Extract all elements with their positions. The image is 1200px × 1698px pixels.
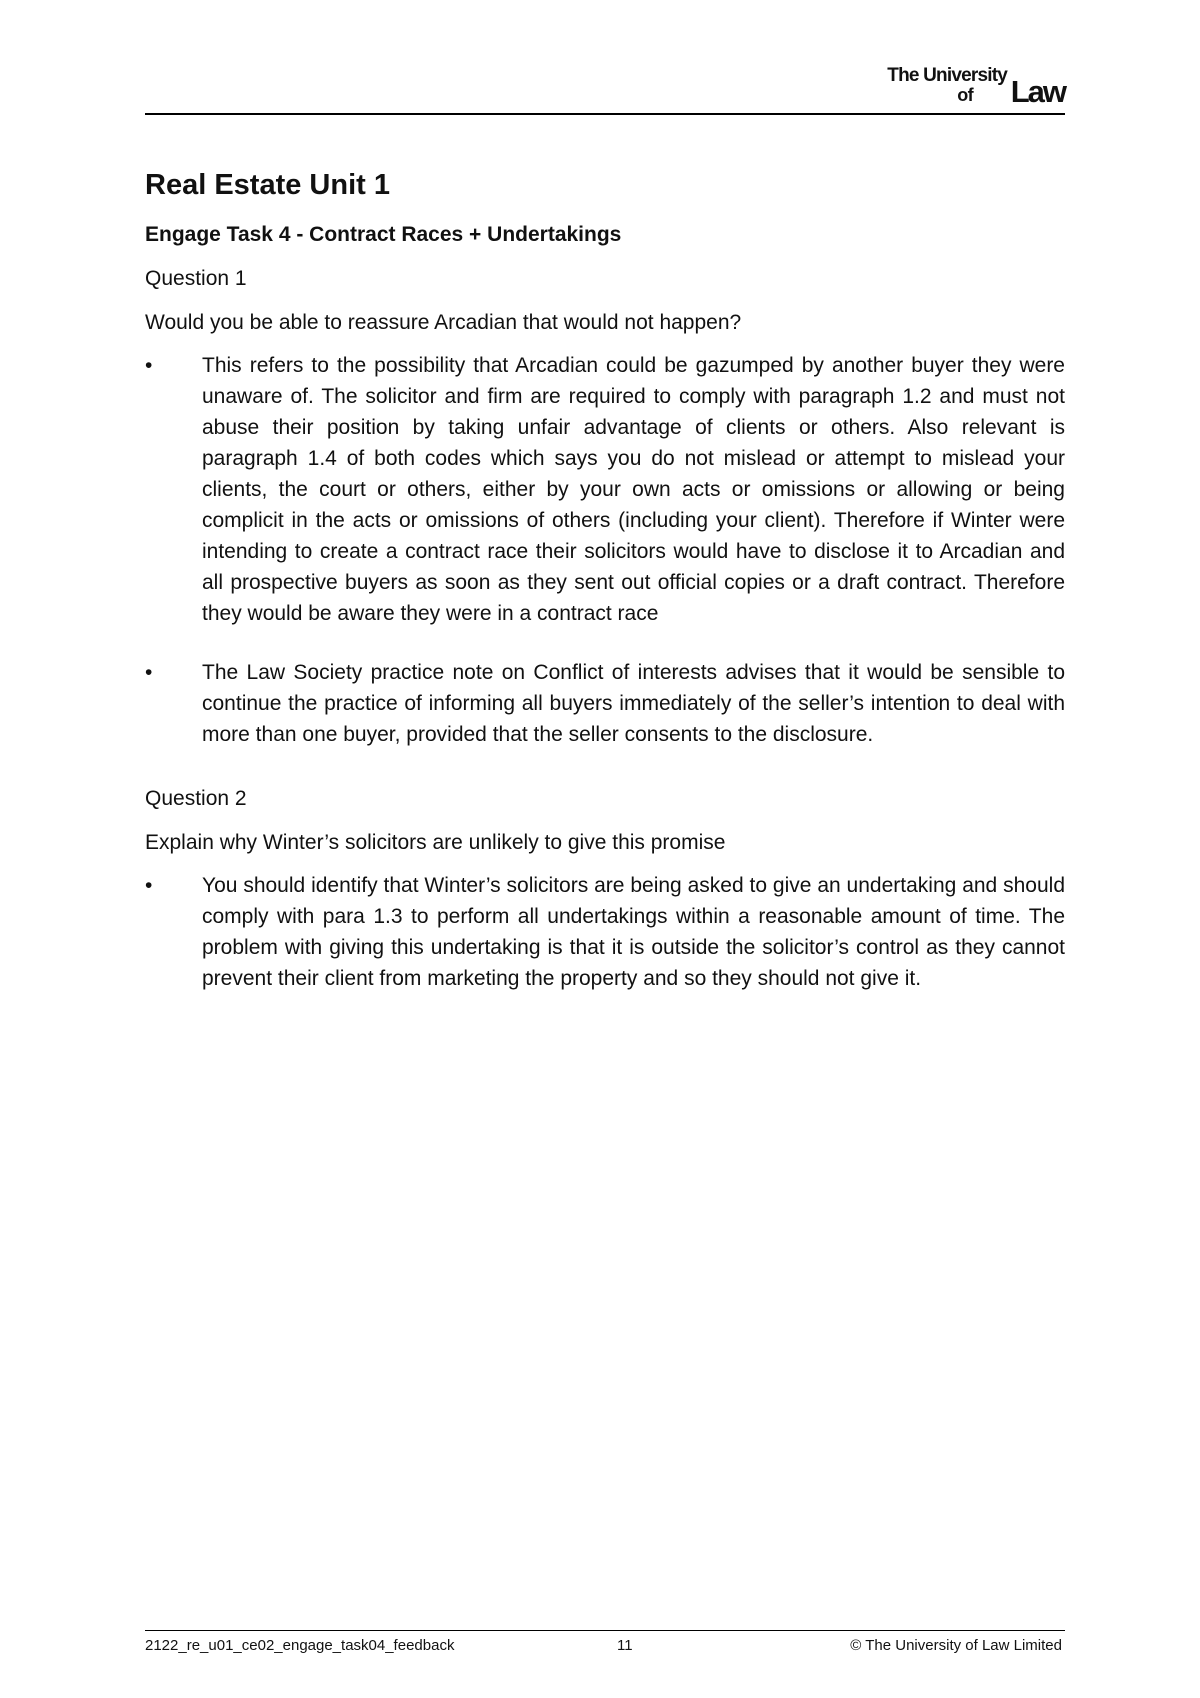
question-1-label: Question 1 [145, 267, 247, 290]
question-2-label: Question 2 [145, 787, 247, 810]
document-subtitle: Engage Task 4 - Contract Races + Undertakings [145, 223, 622, 246]
question-2-answer-list [145, 870, 1065, 994]
bullet-icon: • [145, 874, 153, 897]
answer-text: The Law Society practice note on Conflict of interests advises that it would be sensible to continue the practice of informing all buyers immediately of the seller’s intention to deal with more than one buyer, provided that the seller consents to the disclosure. [202, 661, 1065, 746]
footer-divider [145, 1630, 1065, 1631]
question-1-section [145, 266, 1065, 750]
document-body [145, 168, 1065, 994]
question-1-answer-list [145, 350, 1065, 750]
answer-text: You should identify that Winter’s solicitors are being asked to give an undertaking and should comply with para 1.3 to perform all undertakings within a reasonable amount of time. The problem with giving this undertaking is that it is outside the solicitor’s control as they cannot prevent their client from marketing the property and so they should not give it. [202, 874, 1065, 990]
document-title: Real Estate Unit 1 [145, 169, 390, 201]
answer-text: This refers to the possibility that Arcadian could be gazumped by another buyer they were unaware of. The solicitor and firm are required to comply with paragraph 1.2 and must not abuse their position by taking unfair advantage of clients or others. Also relevant is paragraph 1.4 of both codes which says you do not mislead or attempt to mislead your clients, the court or others, either by your own acts or omissions or allowing or being complicit in the acts or omissions of others (including your client). Therefore if Winter were intending to create a contract race their solicitors would have to disclose it to Arcadian and all prospective buyers as soon as they sent out official copies or a draft contract. Therefore they would be aware they were in a contract race [202, 354, 1065, 625]
logo-of-text: of [957, 85, 973, 105]
question-1-prompt: Would you be able to reassure Arcadian that would not happen? [145, 311, 742, 334]
answer-bullet [145, 657, 1065, 750]
bullet-icon: • [145, 354, 153, 377]
page-footer [145, 1637, 1065, 1657]
logo-university-text: The University [887, 65, 1007, 86]
question-2-prompt: Explain why Winter’s solicitors are unlikely to give this promise [145, 831, 726, 854]
header-divider [145, 113, 1065, 115]
answer-bullet [145, 870, 1065, 994]
answer-bullet [145, 350, 1065, 629]
bullet-icon: • [145, 661, 153, 684]
footer-copyright: © The University of Law Limited [850, 1637, 1062, 1654]
logo-law-text: Law [1010, 74, 1065, 109]
footer-file-name: 2122_re_u01_ce02_engage_task04_feedback [145, 1637, 455, 1654]
university-logo [845, 66, 1065, 110]
question-2-section [145, 786, 1065, 994]
footer-page-number: 11 [617, 1637, 633, 1654]
